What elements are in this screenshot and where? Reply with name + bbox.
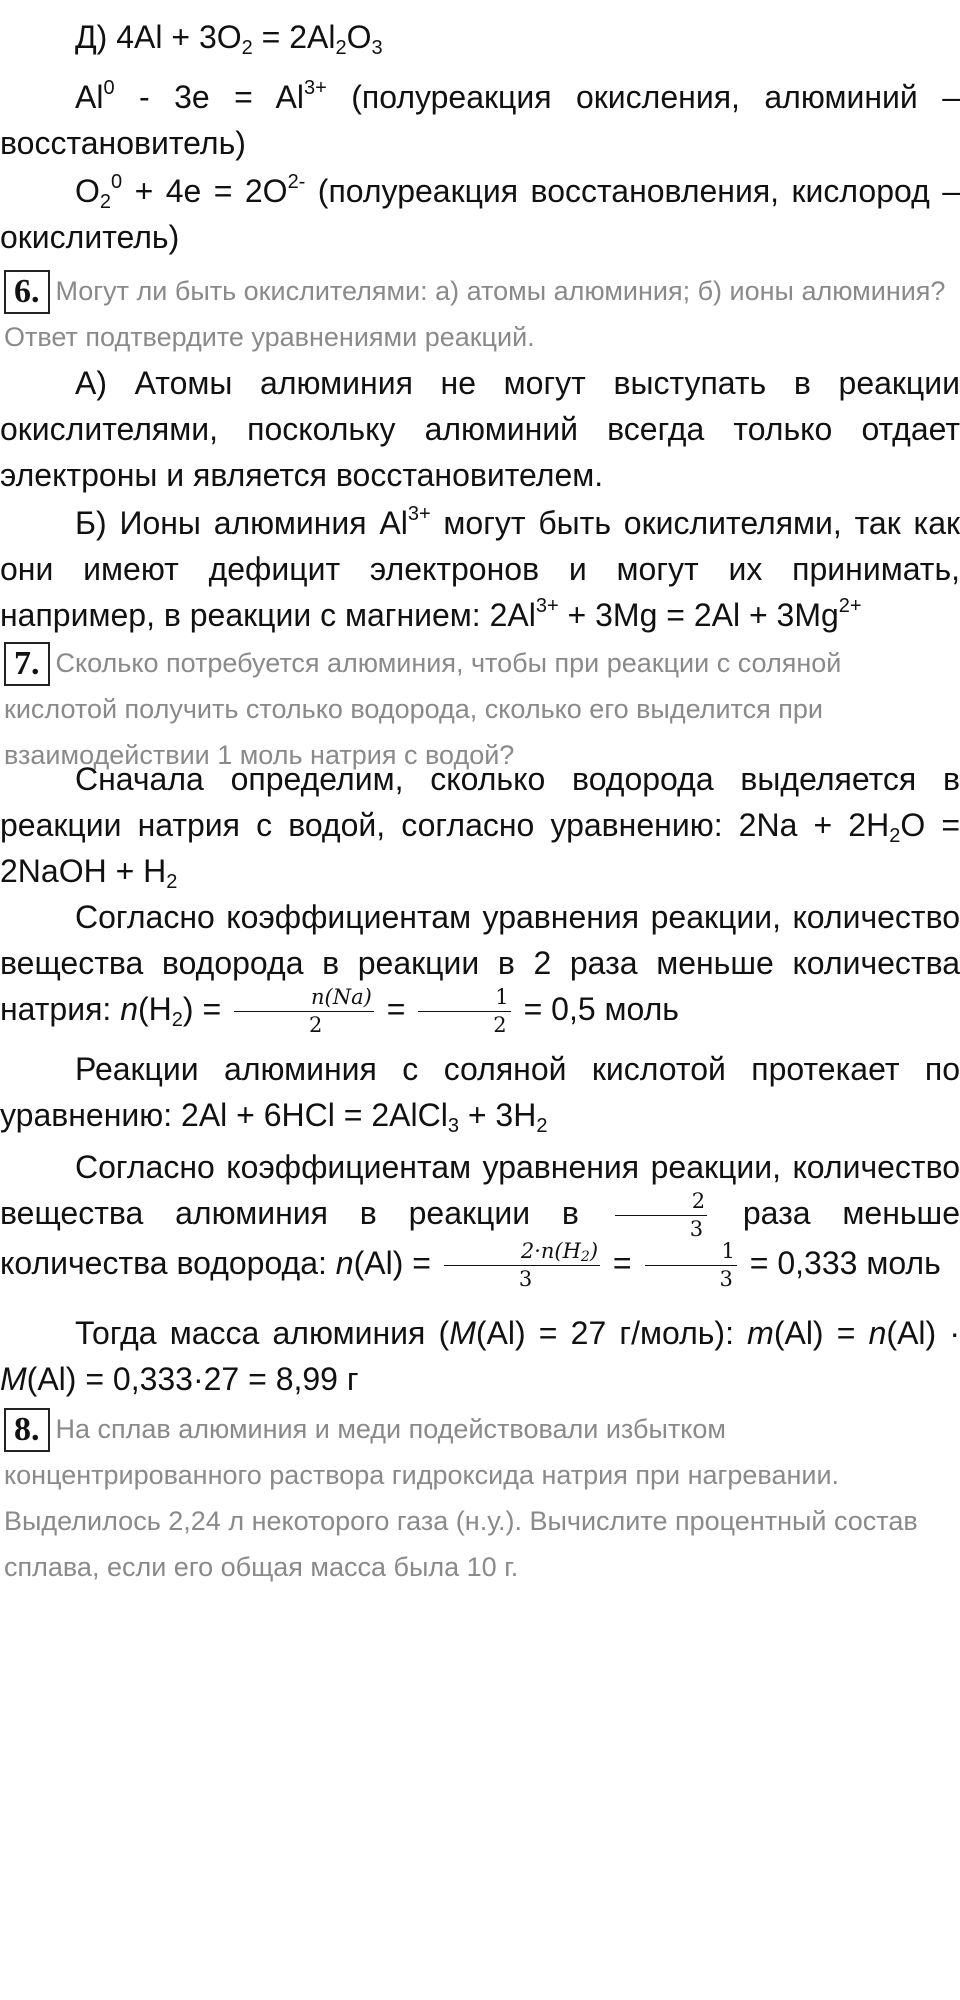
fraction: $\frac{1}{2}$ — [418, 987, 510, 1036]
task-number: 6. — [4, 270, 50, 314]
d-equation: Д) $4Al + 3O_2 = 2Al_2O_3$ — [75, 19, 383, 59]
task-text: На сплав алюминия и меди подействовали избытком концентрированного раствора гидроксида натрия при нагревании. Выделилось 2,24 л некоторого газа (н.у.). Вычислите процентный состав сплава, если его общая масса была 10 г. — [4, 1414, 918, 1582]
task-number: 7. — [4, 642, 50, 686]
task-text: Могут ли быть окислителями: а) атомы алюминия; б) ионы алюминия? Ответ подтвердите уравнениями реакций. — [4, 276, 946, 352]
oxidation-half-reaction: $Al^0 - 3e = Al^{3+}$ (полуреакция окисления, алюминий – восстановитель) — [0, 77, 960, 161]
answer-7-step3: Реакции алюминия с соляной кислотой протекает по уравнению: 2Al + 6HCl = 2AlCl$_3$ + $3H_2$ — [0, 1051, 960, 1137]
answer-6b: Б) Ионы алюминия $Al^{3+}$ могут быть окислителями, так как они имеют дефицит электронов и могут их принимать, например, в реакции с магнием: $2Al^{3+} + 3Mg = 2Al + 3Mg^{2+}$ — [0, 503, 960, 633]
fraction: $\frac{n(Na)}{2}$ — [234, 987, 374, 1036]
task-text: Сколько потребуется алюминия, чтобы при реакции с соляной кислотой получить столько водорода, сколько его выделится при взаимодействии 1 моль натрия с водой? — [4, 648, 842, 770]
answer-7-step2: Согласно коэффициентам уравнения реакции, количество вещества водорода в реакции в 2 раза меньше количества натрия: $n(H_2)$ = $\frac{n(Na)}{2}$ = $\frac{1}{2}$ = 0,5 моль — [0, 899, 960, 1038]
task-8 — [4, 1406, 954, 1590]
reduction-half-reaction: $O_2^0 + 4e = 2O^{2-}$ (полуреакция восстановления, кислород – окислитель) — [0, 171, 960, 255]
task-6 — [4, 268, 954, 360]
task-number: 8. — [4, 1408, 50, 1452]
fraction: $\frac{1}{3}$ — [645, 1241, 737, 1290]
fraction: $\frac{2\cdot n(H_2)}{3}$ — [444, 1241, 600, 1290]
answer-7-step5: Тогда масса алюминия (M(Al) = 27 г/моль): m(Al) = n(Al) · M(Al) = 0,333·27 = 8,99 г — [0, 1315, 960, 1397]
answer-7-step1: Сначала определим, сколько водорода выделяется в реакции натрия с водой, согласно уравнению: $2Na + 2H_2O$ = 2NaOH + $H_2$ — [0, 761, 960, 893]
fraction: $\frac{2}{3}$ — [615, 1191, 707, 1240]
answer-7-step4: Согласно коэффициентам уравнения реакции, количество вещества алюминия в реакции в $\frac{2}{3}$ раза меньше количества водорода: n(Al) = $\frac{2\cdot n(H_2)}{3}$ = $\frac{1}{3}$ = 0,333 моль — [0, 1149, 960, 1292]
answer-6a: А) Атомы алюминия не могут выступать в реакции окислителями, поскольку алюминий всегда только отдает электроны и является восстановителем. — [0, 365, 960, 493]
